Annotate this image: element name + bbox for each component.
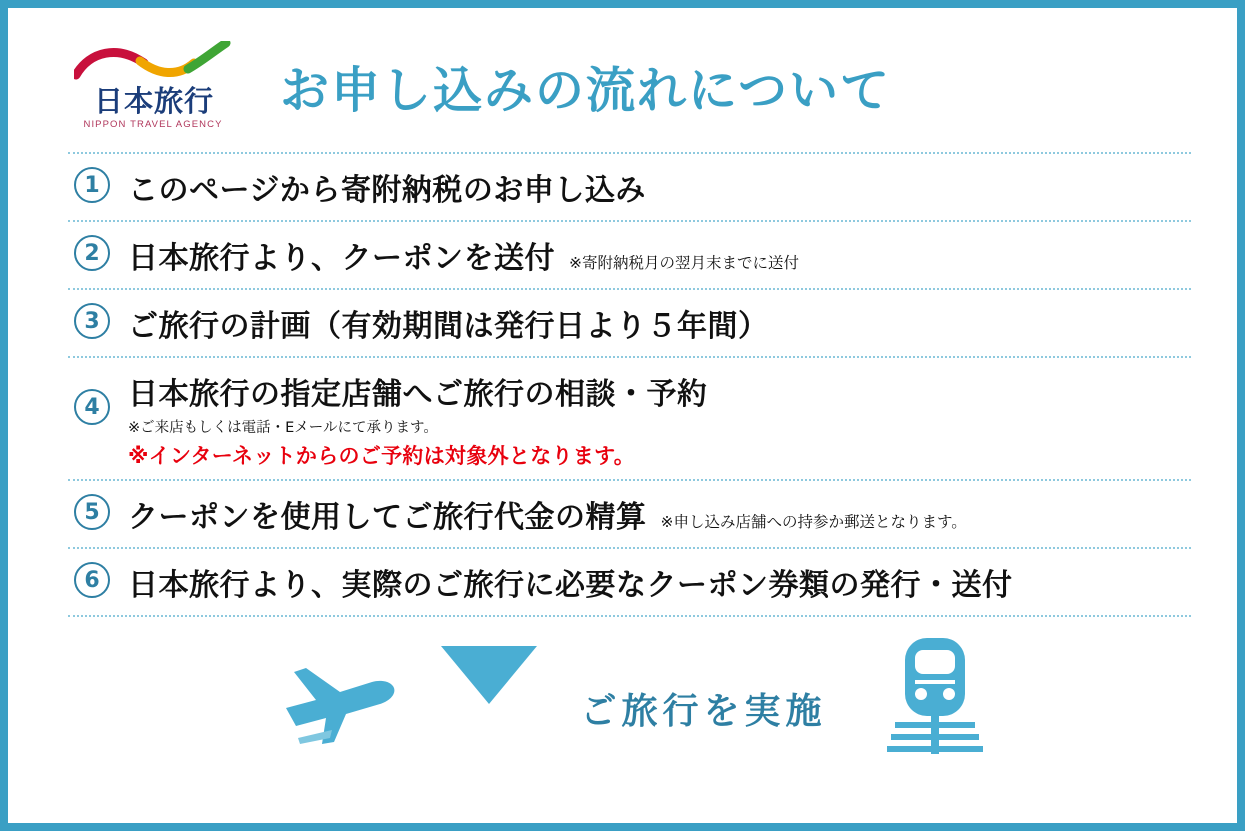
step-main-text: クーポンを使用してご旅行代金の精算 — [128, 500, 647, 535]
step-main-text: 日本旅行より、クーポンを送付 — [128, 241, 555, 276]
step-note: ※申し込み店舗への持参か郵送となります。 — [660, 513, 967, 531]
down-arrow-icon — [441, 646, 537, 704]
step-line — [128, 560, 1191, 604]
document-inner — [8, 8, 1237, 823]
step-body — [128, 163, 1191, 209]
step-warning-text: ※インターネットからのご予約は対象外となります。 — [128, 444, 636, 468]
step-row — [68, 479, 1191, 547]
footer-inner — [276, 636, 982, 756]
step-row — [68, 220, 1191, 288]
step-note: ※寄附納税月の翌月末までに送付 — [569, 254, 799, 272]
airplane-icon — [276, 646, 398, 746]
step-row — [68, 288, 1191, 356]
steps-list — [68, 152, 1191, 617]
train-icon — [887, 636, 983, 756]
step-main-text: このページから寄附納税のお申し込み — [128, 173, 646, 208]
step-number: 4 — [74, 389, 110, 425]
step-line — [128, 369, 1191, 413]
step-main-text: 日本旅行の指定店舗へご旅行の相談・予約 — [128, 377, 708, 412]
step-line — [128, 165, 1191, 209]
footer-text: ご旅行を実施 — [580, 690, 827, 732]
step-number: 1 — [74, 167, 110, 203]
step-sub-note: ※ご来店もしくは電話・Eメールにて承ります。 — [128, 420, 438, 436]
arrow-wrap — [424, 646, 554, 746]
step-line — [128, 301, 1191, 345]
step-number: 3 — [74, 303, 110, 339]
step-body — [128, 299, 1191, 345]
step-main-text: 日本旅行より、実際のご旅行に必要なクーポン券類の発行・送付 — [128, 568, 1013, 603]
footer — [68, 631, 1191, 761]
step-number: 5 — [74, 494, 110, 530]
page-title: お申し込みの流れについて — [280, 62, 892, 119]
step-row — [68, 356, 1191, 479]
step-body — [128, 558, 1191, 604]
logo-japanese-name: 日本旅行 — [93, 84, 214, 118]
header — [68, 26, 1191, 148]
step-number: 6 — [74, 562, 110, 598]
nippon-travel-logo — [68, 35, 238, 139]
step-number: 2 — [74, 235, 110, 271]
step-main-text: ご旅行の計画（有効期間は発行日より５年間） — [128, 309, 769, 344]
step-row — [68, 547, 1191, 617]
step-body — [128, 231, 1191, 277]
step-line — [128, 233, 1191, 277]
step-body — [128, 367, 1191, 470]
step-line — [128, 492, 1191, 536]
logo-english-name: NIPPON TRAVEL AGENCY — [83, 119, 223, 130]
step-row — [68, 152, 1191, 220]
step-body — [128, 490, 1191, 536]
